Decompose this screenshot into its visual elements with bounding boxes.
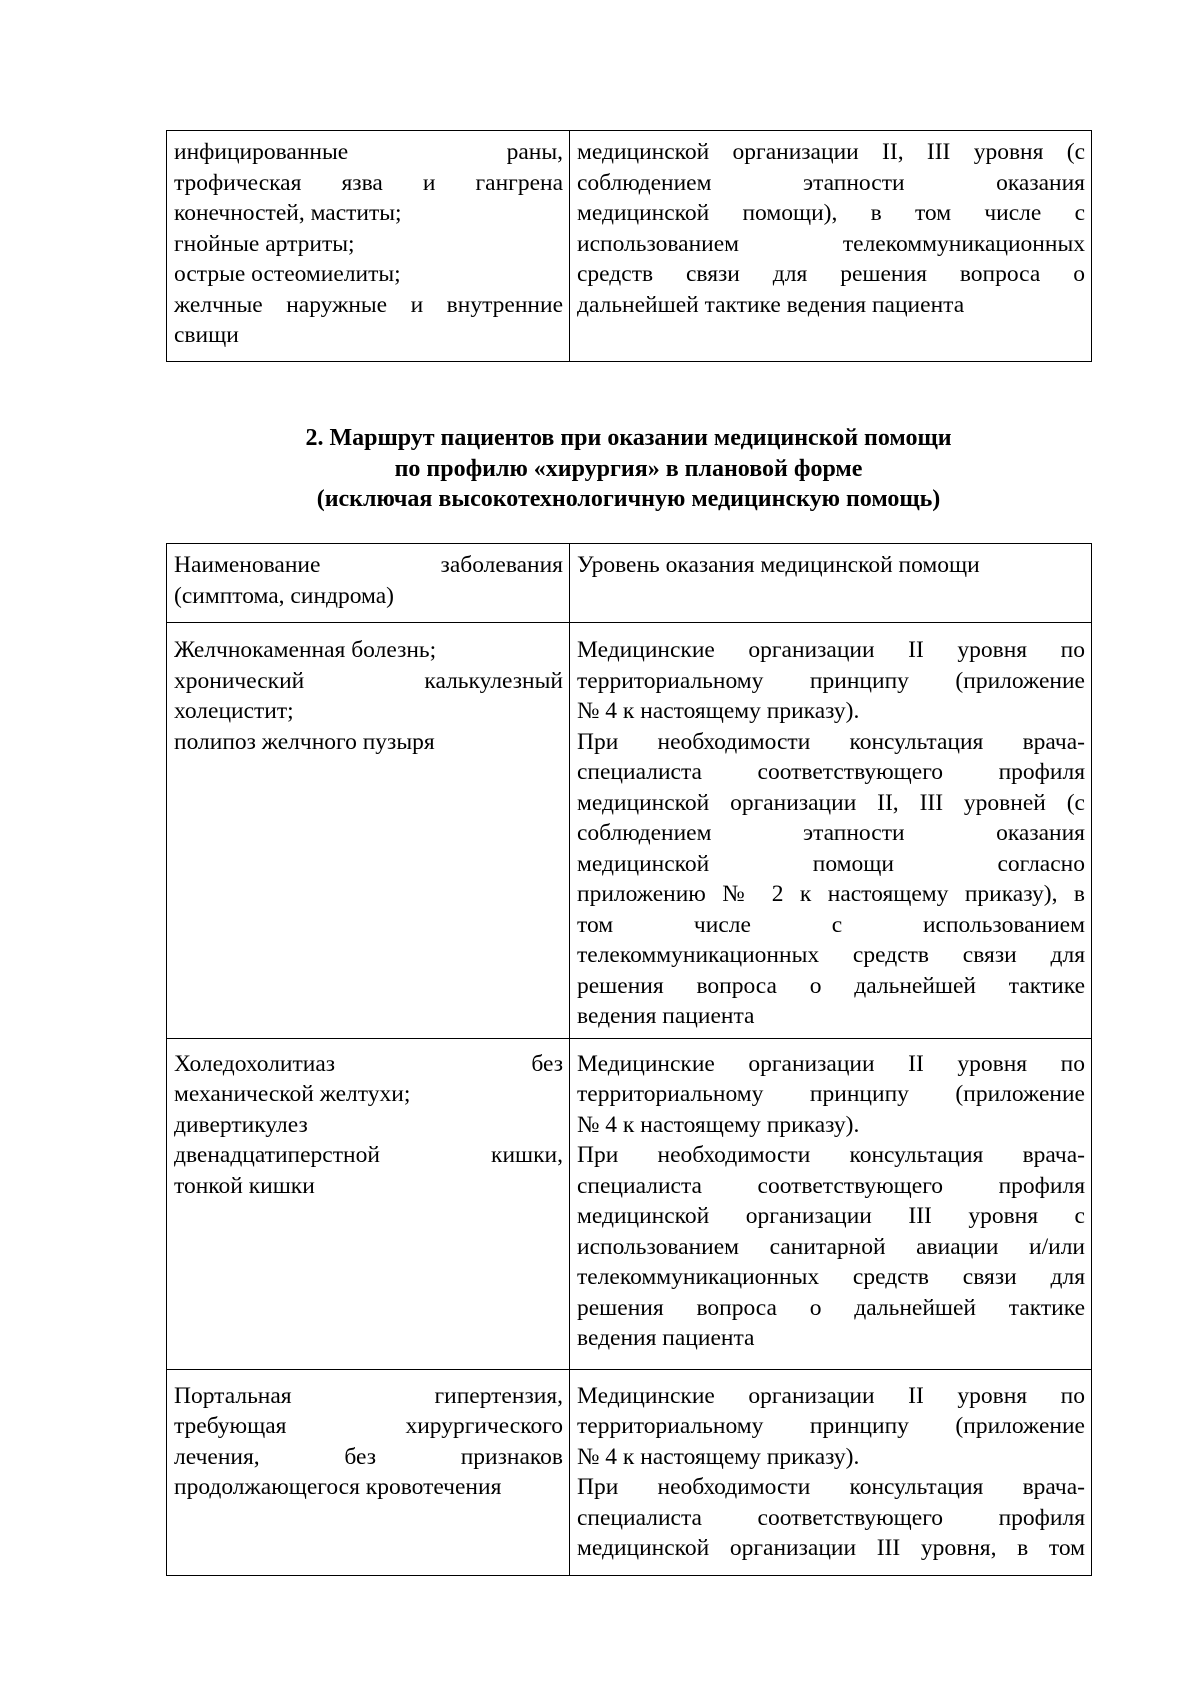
cell-line: № 4 к настоящему приказу). <box>577 698 860 724</box>
cell-line: телекоммуникационных средств связи для <box>577 942 1085 968</box>
cell-line: Медицинские организации II уровня по <box>577 637 1085 663</box>
cell-line: трофическая язва и гангрена <box>174 169 563 196</box>
cell-line: медицинской организации II, III уровня (с <box>577 139 1085 165</box>
cell-line: требующая хирургического <box>174 1413 563 1439</box>
cell-line: конечностей, маститы; <box>174 200 402 226</box>
cell-line: приложению № 2 к настоящему приказу), в <box>577 881 1085 907</box>
continued-routing-table <box>166 130 1092 362</box>
cell-line: инфицированные раны, <box>174 139 563 165</box>
cell-line: медицинской помощи согласно <box>577 850 1085 877</box>
cell-line: лечения, без признаков <box>174 1443 563 1470</box>
table-row <box>167 623 1092 1039</box>
cell-line: специалиста соответствующего профиля <box>577 1504 1085 1531</box>
cell-line: При необходимости консультация врача- <box>577 1474 1085 1500</box>
cell-line: средств связи для решения вопроса о <box>577 261 1085 287</box>
cell-line: медицинской помощи), в том числе с <box>577 200 1085 226</box>
cell-line: территориальному принципу (приложение <box>577 667 1085 694</box>
cell-line: Холедохолитиаз без <box>174 1050 563 1077</box>
cell-line: использованием санитарной авиации и/или <box>577 1233 1085 1260</box>
cell-line: Медицинские организации II уровня по <box>577 1382 1085 1409</box>
table-row <box>167 131 1092 362</box>
cell-line: желчные наружные и внутренние <box>174 291 563 318</box>
cell-line: решения вопроса о дальнейшей тактике <box>577 1294 1085 1321</box>
section-heading-line: по профилю «хирургия» в плановой форме <box>394 455 863 482</box>
cell-line: специалиста соответствующего профиля <box>577 1172 1085 1199</box>
disease-cell <box>167 131 570 362</box>
cell-line: полипоз желчного пузыря <box>174 728 435 755</box>
cell-line: ведения пациента <box>577 1325 755 1351</box>
cell-line: территориальному принципу (приложение <box>577 1081 1085 1107</box>
cell-line: (симптома, синдрома) <box>174 582 394 609</box>
cell-line: территориальному принципу (приложение <box>577 1413 1085 1439</box>
cell-line: Желчнокаменная болезнь; <box>174 637 437 663</box>
disease-cell <box>167 1369 570 1575</box>
cell-line: дивертикулез <box>174 1111 308 1138</box>
care-level-cell <box>570 623 1092 1039</box>
cell-line: решения вопроса о дальнейшей тактике <box>577 972 1085 999</box>
table-row <box>167 1038 1092 1369</box>
planned-surgery-routing-table <box>166 543 1092 1576</box>
cell-line: При необходимости консультация врача- <box>577 1142 1085 1168</box>
section-heading-line: 2. Маршрут пациентов при оказании медицинской помощи <box>305 425 952 451</box>
cell-line: механической желтухи; <box>174 1081 411 1107</box>
cell-line: № 4 к настоящему приказу). <box>577 1443 860 1470</box>
cell-line: Портальная гипертензия, <box>174 1382 563 1409</box>
cell-line: медицинской организации II, III уровней (с <box>577 789 1085 816</box>
cell-line: том числе с использованием <box>577 911 1085 938</box>
section-heading-line: (исключая высокотехнологичную медицинскую помощь) <box>316 486 941 512</box>
disease-cell <box>167 1038 570 1369</box>
cell-line: дальнейшей тактике ведения пациента <box>577 291 965 318</box>
cell-line: Медицинские организации II уровня по <box>577 1050 1085 1077</box>
cell-line: тонкой кишки <box>174 1172 315 1199</box>
section-heading <box>166 423 1091 515</box>
disease-cell <box>167 623 570 1039</box>
cell-line: медицинской организации III уровня, в том <box>577 1535 1085 1561</box>
cell-line: соблюдением этапности оказания <box>577 169 1085 196</box>
header-care-level <box>570 544 1092 623</box>
cell-line: свищи <box>174 322 239 348</box>
cell-line: ведения пациента <box>577 1003 755 1029</box>
cell-line: При необходимости консультация врача- <box>577 728 1085 755</box>
cell-line: № 4 к настоящему приказу). <box>577 1111 860 1138</box>
cell-line: использованием телекоммуникационных <box>577 230 1085 257</box>
cell-line: телекоммуникационных средств связи для <box>577 1264 1085 1290</box>
care-level-cell <box>570 1369 1092 1575</box>
cell-line: двенадцатиперстной кишки, <box>174 1142 563 1168</box>
table-row <box>167 1369 1092 1575</box>
header-disease-name <box>167 544 570 623</box>
cell-line: Наименование заболевания <box>174 552 563 578</box>
cell-line: холецистит; <box>174 698 294 724</box>
cell-line: специалиста соответствующего профиля <box>577 759 1085 785</box>
cell-line: гнойные артриты; <box>174 230 355 257</box>
cell-line: медицинской организации III уровня с <box>577 1203 1085 1229</box>
care-level-cell <box>570 1038 1092 1369</box>
cell-line: острые остеомиелиты; <box>174 261 401 287</box>
care-level-cell <box>570 131 1092 362</box>
cell-line: хронический калькулезный <box>174 667 563 694</box>
cell-line: соблюдением этапности оказания <box>577 820 1085 846</box>
cell-line: продолжающегося кровотечения <box>174 1474 502 1500</box>
table-header-row <box>167 544 1092 623</box>
cell-line: Уровень оказания медицинской помощи <box>577 552 980 578</box>
